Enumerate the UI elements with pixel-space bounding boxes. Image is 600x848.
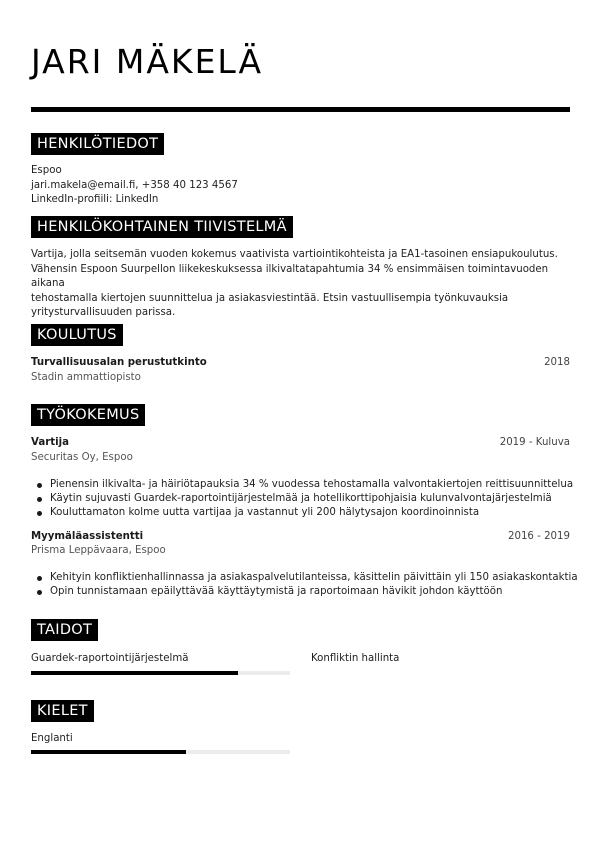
language-item <box>31 732 290 746</box>
job-title: Vartija <box>31 437 69 448</box>
job-company: Prisma Leppävaara, Espoo <box>31 545 166 556</box>
bullet-item: Opin tunnistamaan epäilyttävää käyttäytymistä ja raportoimaan hävikit johdon käyttöön <box>50 585 570 599</box>
education-date: 2018 <box>544 357 570 368</box>
personal-contact: jari.makela@email.fi, +358 40 123 4567 <box>31 179 238 191</box>
bullet-item: Kouluttamaton kolme uutta vartijaa ja vastannut yli 200 hälytysajon koordinoinnista <box>50 506 570 520</box>
job-title: Myymäläassistentti <box>31 531 144 542</box>
skill-bar-fill <box>31 671 238 675</box>
language-label: Englanti <box>31 733 73 744</box>
bullet-item: Käytin sujuvasti Guardek-raportointijärjestelmää ja hotellikorttipohjaisia kulunvalvontajärjestelmiä <box>50 492 570 506</box>
summary-line: yritysturvallisuuden parissa. <box>31 307 176 318</box>
education-school: Stadin ammattiopisto <box>31 372 141 383</box>
job-date: 2016 - 2019 <box>507 531 570 542</box>
job-bullets <box>31 478 574 520</box>
bullet-item: Kehityin konfliktienhallinnassa ja asiakaspalvelutilanteissa, käsittelin päivittäin yli 150 asiakaskontaktia <box>50 572 578 583</box>
summary-text <box>31 248 570 321</box>
section-heading-personal: HENKILÖTIEDOT <box>31 133 164 155</box>
skill-bar-track <box>31 671 290 675</box>
section-heading-experience: TYÖKOKEMUS <box>31 404 145 426</box>
skill-item <box>31 652 290 666</box>
section-heading-education: KOULUTUS <box>31 324 123 346</box>
section-heading-languages: KIELET <box>31 700 94 722</box>
skill-item <box>311 652 570 666</box>
skill-label: Guardek-raportointijärjestelmä <box>31 653 189 664</box>
job-date: 2019 - Kuluva <box>499 437 570 448</box>
bullet-item: Pienensin ilkivalta- ja häiriötapauksia 34 % vuodessa tehostamalla valvontakiertojen reittisuunnittelua <box>50 479 574 490</box>
language-bar-track <box>31 750 290 754</box>
summary-line: tehostamalla kiertojen suunnittelua ja asiakasviestintää. Etsin vastuullisempia työnkuvauksia <box>31 292 509 304</box>
candidate-name: JARI MÄKELÄ <box>31 42 264 81</box>
header-divider <box>31 107 570 112</box>
summary-line: Vartija, jolla seitsemän vuoden kokemus vaativista vartiointikohteista ja EA1-tasoinen ensiapukoulutus. <box>31 249 558 260</box>
skill-label: Konfliktin hallinta <box>311 653 400 664</box>
personal-city: Espoo <box>31 165 62 176</box>
education-title: Turvallisuusalan perustutkinto <box>31 357 207 368</box>
section-heading-skills: TAIDOT <box>31 619 98 641</box>
language-bar-fill <box>31 750 186 754</box>
section-heading-summary: HENKILÖKOHTAINEN TIIVISTELMÄ <box>31 216 293 238</box>
personal-linkedin: LinkedIn-profiili: LinkedIn <box>31 194 159 205</box>
job-company: Securitas Oy, Espoo <box>31 452 133 463</box>
summary-line: Vähensin Espoon Suurpellon liikekeskuksessa ilkivaltatapahtumia 34 % ensimmäisen toimintavuoden aikana <box>31 263 549 289</box>
job-bullets <box>31 571 578 599</box>
